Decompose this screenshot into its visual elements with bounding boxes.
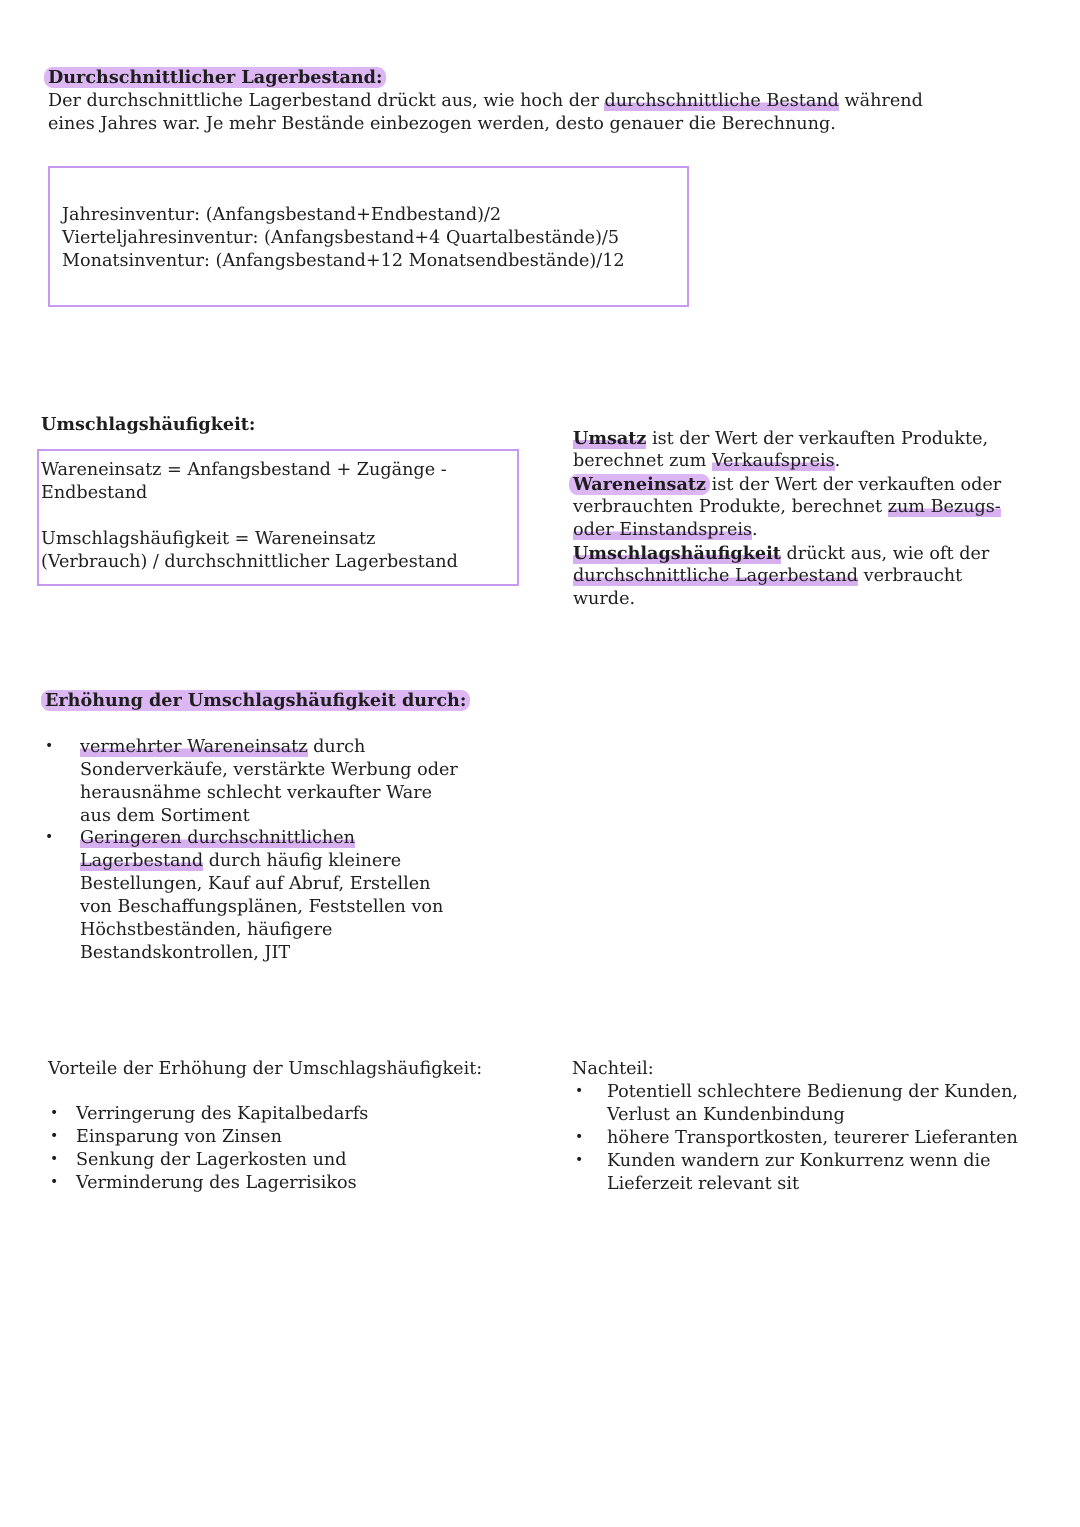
def-text: verbrauchten Produkte, berechnet <box>573 497 888 517</box>
advantage-item: Einsparung von Zinsen <box>76 1127 282 1147</box>
def-wareneinsatz-line2 <box>573 496 1001 519</box>
def-text: berechnet zum <box>573 451 712 471</box>
def-umschlag-line3: wurde. <box>573 589 636 609</box>
advantage-item: Verringerung des Kapitalbedarfs <box>76 1104 369 1124</box>
def-umsatz-line1 <box>573 427 988 451</box>
section3-heading <box>45 689 466 712</box>
def-highlight-einstandspreis: oder Einstandspreis <box>573 520 753 540</box>
bullet2-line6: Bestandskontrollen, JIT <box>80 943 291 963</box>
bullet2-line4: von Beschaffungsplänen, Feststellen von <box>80 897 444 917</box>
bullet-dot: • <box>45 738 54 754</box>
bullet-dot: • <box>575 1129 584 1145</box>
term-umschlagshaeufigkeit: Umschlagshäufigkeit <box>573 543 781 564</box>
formula-vierteljahresinventur: Vierteljahresinventur: (Anfangsbestand+4 Quartalbestände)/5 <box>62 228 620 248</box>
bullet2-line1 <box>80 827 355 850</box>
bullet1-line1 <box>80 736 365 759</box>
def-text: ist der Wert der verkauften Produkte, <box>646 429 989 449</box>
section1-intro-line1 <box>48 90 923 113</box>
bullet1-line4: aus dem Sortiment <box>80 806 250 826</box>
def-umsatz-line2 <box>573 450 840 473</box>
bullet1-highlight: vermehrter Wareneinsatz <box>80 737 308 757</box>
bullet2-line5: Höchstbeständen, häufigere <box>80 920 333 940</box>
formula-wareneinsatz-line2: Endbestand <box>41 483 148 503</box>
advantage-item: Verminderung des Lagerrisikos <box>76 1173 357 1193</box>
disadvantage-item-3-line2: Lieferzeit relevant sit <box>607 1174 800 1194</box>
section1-intro-line2: eines Jahres war. Je mehr Bestände einbezogen werden, desto genauer die Berechnung. <box>48 114 836 134</box>
intro-text: Der durchschnittliche Lagerbestand drückt aus, wie hoch der <box>48 91 605 111</box>
bullet-dot: • <box>50 1105 59 1121</box>
bullet2-line3: Bestellungen, Kauf auf Abruf, Erstellen <box>80 874 431 894</box>
def-umschlag-line1 <box>573 542 989 566</box>
bullet2-highlight: Lagerbestand <box>80 851 204 871</box>
disadvantage-heading: Nachteil: <box>572 1059 654 1079</box>
intro-highlight: durchschnittliche Bestand <box>604 91 839 111</box>
bullet-dot: • <box>575 1152 584 1168</box>
disadvantage-item-1-line1: Potentiell schlechtere Bedienung der Kunden, <box>607 1082 1019 1102</box>
bullet-dot: • <box>50 1151 59 1167</box>
term-wareneinsatz: Wareneinsatz <box>569 474 710 495</box>
def-highlight-lagerbestand: durchschnittliche Lagerbestand <box>573 566 859 586</box>
advantages-heading: Vorteile der Erhöhung der Umschlagshäufigkeit: <box>48 1059 483 1079</box>
advantage-item: Senkung der Lagerkosten und <box>76 1150 347 1170</box>
def-text: drückt aus, wie oft der <box>780 544 990 564</box>
bullet1-text: durch <box>307 737 366 757</box>
def-highlight-verkaufspreis: Verkaufspreis <box>711 451 835 471</box>
disadvantage-item-2: höhere Transportkosten, teurerer Lieferanten <box>607 1128 1018 1148</box>
formula-umschlag-line2: (Verbrauch) / durchschnittlicher Lagerbestand <box>41 552 458 572</box>
formula-monatsinventur: Monatsinventur: (Anfangsbestand+12 Monatsendbestände)/12 <box>62 251 625 271</box>
intro-text-end: während <box>838 91 923 111</box>
def-text: verbraucht <box>858 566 963 586</box>
bullet2-highlight: Geringeren durchschnittlichen <box>80 828 355 848</box>
bullet-dot: • <box>45 829 54 845</box>
bullet-dot: • <box>575 1083 584 1099</box>
def-wareneinsatz-line3 <box>573 519 758 542</box>
def-wareneinsatz-line1 <box>573 473 1001 497</box>
def-text: ist der Wert der verkauften oder <box>705 475 1002 495</box>
section1-heading-text: Durchschnittlicher Lagerbestand: <box>44 67 386 88</box>
term-umsatz: Umsatz <box>573 428 647 449</box>
section2-heading: Umschlagshäufigkeit: <box>41 414 256 435</box>
bullet2-line2 <box>80 850 401 873</box>
disadvantage-item-3-line1: Kunden wandern zur Konkurrenz wenn die <box>607 1151 991 1171</box>
def-umschlag-line2 <box>573 565 962 588</box>
def-highlight-bezugs: zum Bezugs- <box>887 497 1001 517</box>
section1-heading <box>48 66 382 89</box>
bullet-dot: • <box>50 1174 59 1190</box>
formula-jahresinventur: Jahresinventur: (Anfangsbestand+Endbestand)/2 <box>62 205 502 225</box>
bullet-dot: • <box>50 1128 59 1144</box>
formula-umschlag-line1: Umschlagshäufigkeit = Wareneinsatz <box>41 529 376 549</box>
def-text: . <box>834 451 841 471</box>
formula-wareneinsatz-line1: Wareneinsatz = Anfangsbestand + Zugänge - <box>41 460 447 480</box>
section3-heading-text: Erhöhung der Umschlagshäufigkeit durch: <box>41 690 470 711</box>
disadvantage-item-1-line2: Verlust an Kundenbindung <box>607 1105 845 1125</box>
bullet1-line2: Sonderverkäufe, verstärkte Werbung oder <box>80 760 458 780</box>
bullet1-line3: herausnähme schlecht verkaufter Ware <box>80 783 433 803</box>
bullet2-text: durch häufig kleinere <box>203 851 402 871</box>
def-text: . <box>752 520 758 540</box>
